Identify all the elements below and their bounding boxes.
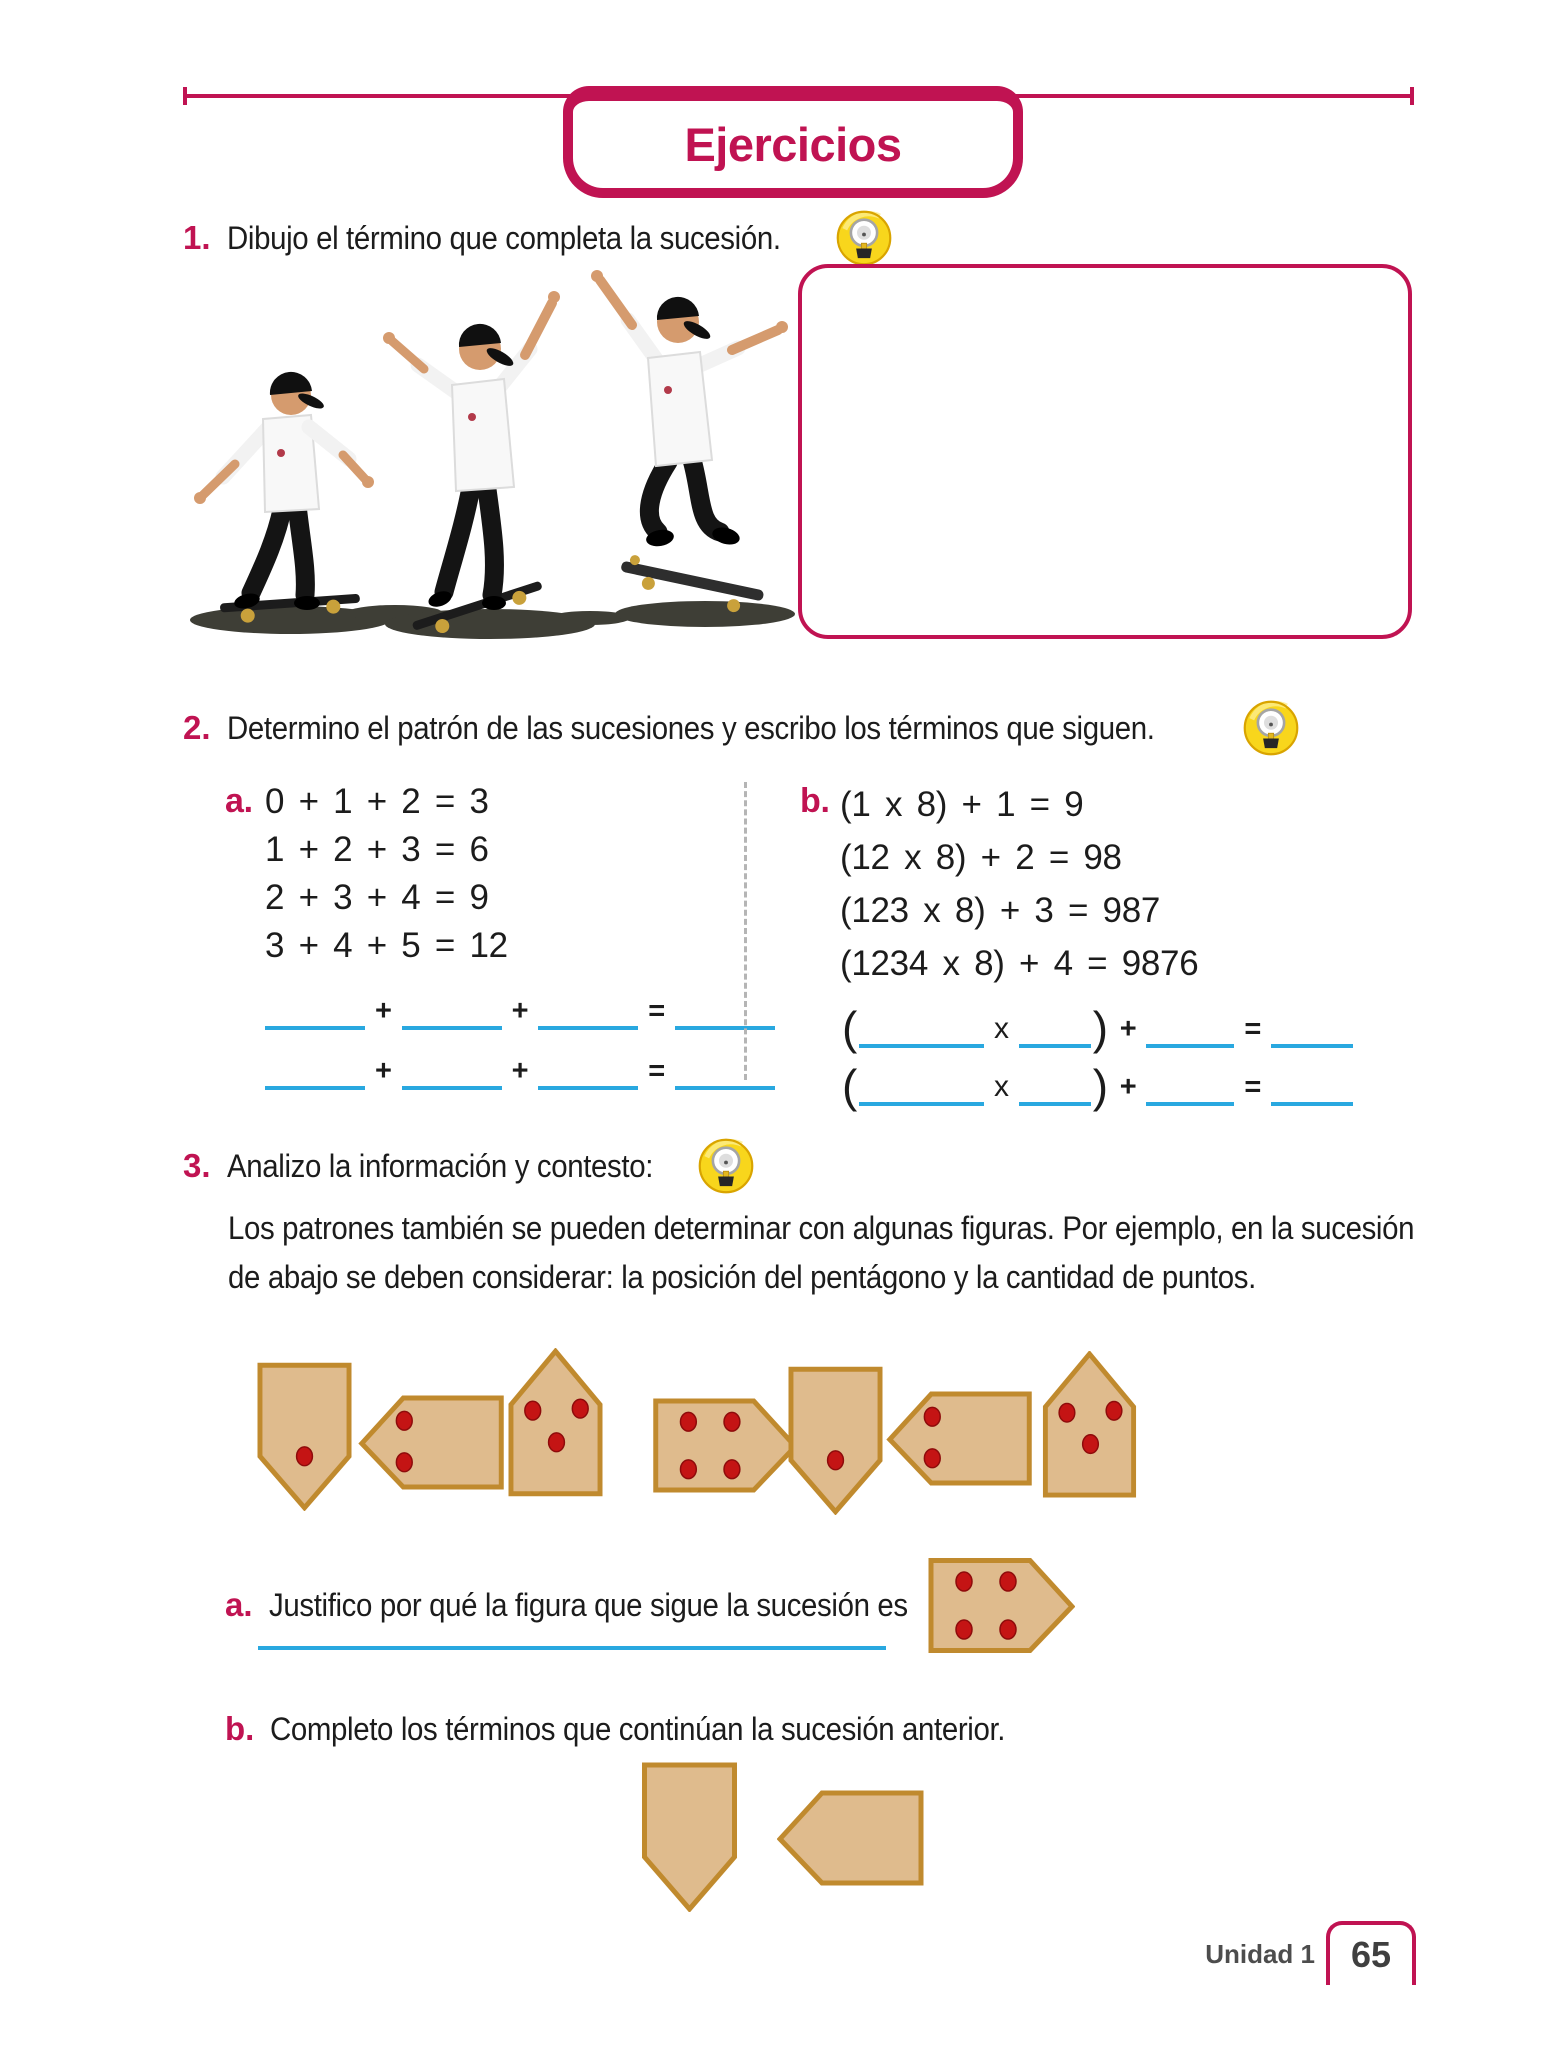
column-b-equations xyxy=(800,778,1353,990)
part-a-answer-figure xyxy=(928,1556,1075,1655)
answer-blank[interactable] xyxy=(402,1056,502,1090)
hint-lightbulb-icon xyxy=(836,210,892,266)
exercise3-number: 3. xyxy=(183,1147,211,1184)
equation: 3 + 4 + 5 = 12 xyxy=(265,926,508,965)
exercise3-prompt: Analizo la información y contesto: xyxy=(226,1147,653,1184)
unit-label: Unidad 1 xyxy=(1205,1939,1315,1969)
column-b-label: b. xyxy=(800,782,830,820)
answer-blank-row[interactable]: ( x ) + = xyxy=(840,996,1353,1048)
equation: (1234 x 8) + 4 = 9876 xyxy=(840,944,1199,983)
exercise2-prompt-row xyxy=(183,700,1299,756)
pentagon-icon xyxy=(652,1398,799,1493)
header-rule-left-tick xyxy=(183,87,187,105)
part-b-prompt: Completo los términos que continúan la sucesión anterior. xyxy=(270,1710,1006,1747)
answer-blank-row[interactable]: ( x ) + = xyxy=(840,1054,1353,1106)
sequence-figure xyxy=(358,1395,505,1490)
part-a-label: a. xyxy=(225,1586,253,1623)
skater-pose-1 xyxy=(194,372,374,625)
pentagon-icon xyxy=(257,1362,352,1511)
exercise3-paragraph: Los patrones también se pueden determinar con algunas figuras. Por ejemplo, en la sucesión de abajo se deben considerar: la posición del pentágono y la cantidad de puntos. xyxy=(228,1210,1415,1295)
sequence-figure xyxy=(1042,1351,1137,1498)
section-title: Ejercicios xyxy=(684,118,902,171)
equation: 0 + 1 + 2 = 3 xyxy=(265,782,489,821)
sequence-figure xyxy=(257,1362,352,1511)
part-a-answer-line[interactable] xyxy=(258,1646,886,1650)
exercise1-number: 1. xyxy=(183,219,211,256)
answer-blank[interactable] xyxy=(1146,1072,1234,1106)
sequence-figure xyxy=(508,1348,603,1497)
hint-lightbulb-icon xyxy=(1243,700,1299,756)
pentagon-icon xyxy=(641,1762,738,1912)
exercise2-prompt: Determino el patrón de las sucesiones y escribo los términos que siguen. xyxy=(226,709,1155,746)
answer-blank[interactable] xyxy=(1019,1072,1091,1106)
pentagon-icon xyxy=(1042,1351,1137,1498)
equation: (1 x 8) + 1 = 9 xyxy=(840,785,1084,824)
answer-blank[interactable] xyxy=(1271,1014,1353,1048)
exercise1-prompt: Dibujo el término que completa la sucesión. xyxy=(226,219,781,256)
equation: (12 x 8) + 2 = 98 xyxy=(840,838,1122,877)
answer-blank[interactable] xyxy=(538,1056,638,1090)
hint-lightbulb-icon xyxy=(698,1138,754,1194)
answer-blank[interactable] xyxy=(265,996,365,1030)
sequence-figure xyxy=(788,1366,883,1515)
exercise1-prompt-row xyxy=(183,210,892,266)
part-b-row xyxy=(225,1710,1069,1748)
answer-blank[interactable] xyxy=(538,996,638,1030)
page-number: 65 xyxy=(1350,1934,1392,1975)
answer-blank-row[interactable]: + + = xyxy=(265,1040,775,1090)
header-rule-right-tick xyxy=(1410,87,1414,105)
answer-blank[interactable] xyxy=(675,1056,775,1090)
column-divider xyxy=(744,782,747,1080)
pentagon-icon xyxy=(788,1366,883,1515)
equation: 2 + 3 + 4 = 9 xyxy=(265,878,489,917)
pentagon-icon xyxy=(886,1391,1033,1486)
exercise3-prompt-row xyxy=(183,1138,754,1194)
empty-pentagon-figure[interactable] xyxy=(641,1762,738,1912)
answer-blank[interactable] xyxy=(1146,1014,1234,1048)
part-b-label: b. xyxy=(225,1710,255,1747)
pentagon-icon xyxy=(358,1395,505,1490)
part-a-prompt: Justifico por qué la figura que sigue la sucesión es xyxy=(268,1586,908,1623)
sequence-figure xyxy=(886,1391,1033,1486)
answer-blank[interactable] xyxy=(265,1056,365,1090)
exercise2-column-a xyxy=(225,778,775,1090)
exercise2-column-b xyxy=(800,778,1353,1112)
answer-blank[interactable] xyxy=(859,1072,984,1106)
skater-pose-2 xyxy=(383,291,560,641)
part-a-row xyxy=(225,1586,963,1624)
empty-pentagon-figure[interactable] xyxy=(777,1790,924,1886)
skater-pose-3 xyxy=(591,270,788,618)
answer-blank-row[interactable]: + + = xyxy=(265,980,775,1030)
answer-blank[interactable] xyxy=(1271,1072,1353,1106)
pentagon-icon xyxy=(508,1348,603,1497)
sequence-figure xyxy=(652,1398,799,1493)
pentagon-icon xyxy=(777,1790,924,1886)
pentagon-icon xyxy=(928,1556,1075,1655)
answer-blank[interactable] xyxy=(675,996,775,1030)
exercise1-answer-box[interactable] xyxy=(798,264,1412,639)
page-number-bracket xyxy=(1326,1921,1416,1985)
skateboarder-sequence-image xyxy=(160,262,805,650)
column-a-label: a. xyxy=(225,782,253,820)
exercise2-number: 2. xyxy=(183,709,211,746)
equation: (123 x 8) + 3 = 987 xyxy=(840,891,1161,930)
column-a-equations xyxy=(225,778,775,970)
section-badge xyxy=(563,86,1023,198)
answer-blank[interactable] xyxy=(1019,1014,1091,1048)
answer-blank[interactable] xyxy=(859,1014,984,1048)
equation: 1 + 2 + 3 = 6 xyxy=(265,830,489,869)
answer-blank[interactable] xyxy=(402,996,502,1030)
